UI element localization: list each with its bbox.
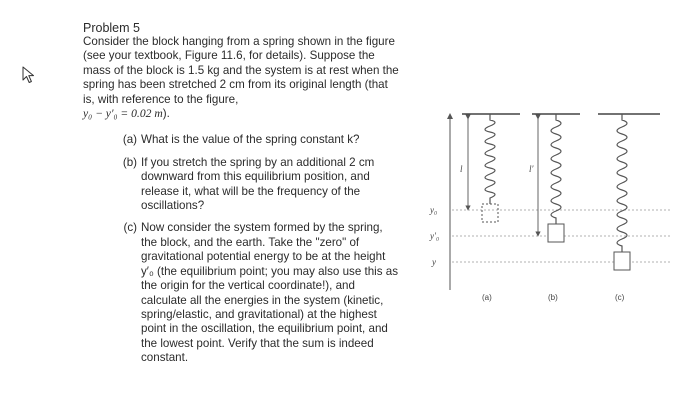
spring-block-figure <box>420 100 690 320</box>
mouse-cursor-icon <box>22 66 36 84</box>
question-label: (c) <box>123 221 137 235</box>
problem-title: Problem 5 <box>83 21 140 35</box>
label-y0-prime: y′₀ <box>430 231 440 241</box>
question-a <box>109 133 401 147</box>
caption-b: (b) <box>548 293 558 302</box>
problem-statement <box>83 22 401 374</box>
caption-a: (a) <box>482 293 492 302</box>
problem-intro-end: ). <box>162 107 170 121</box>
question-text: Now consider the system formed by the spring, the block, and the earth. Take the "zero" of gravitational potential energy to be at the height y′₀ (the equilibrium point; you may also use this as the origin for the vertical coordinate!), and calculate all the energies in the system (kinetic, spring/elastic, and gravitational) at the highest point in the oscillation, the equilibrium point, and the lowest point. Verify that the sum is indeed constant. <box>141 221 399 365</box>
spring-a <box>485 114 495 204</box>
label-y: y <box>432 257 436 267</box>
block-a <box>482 204 498 222</box>
problem-intro-text: Consider the block hanging from a spring shown in the figure (see your textbook, Figure 11.6, for details). Suppose the mass of the block is 1.5 kg and the system is at rest when the spring has been stretched 2 cm from its original length (that is, with reference to the figure, <box>83 35 399 106</box>
question-text: What is the value of the spring constant k? <box>141 133 360 147</box>
question-text: If you stretch the spring by an additional 2 cm downward from this equilibrium position, and release it, what will be the frequency of the oscillations? <box>141 155 375 213</box>
label-l: l <box>460 164 463 174</box>
question-list <box>83 133 401 365</box>
question-label: (b) <box>122 155 137 169</box>
block-b <box>548 224 564 242</box>
question-b <box>109 156 401 214</box>
spring-b <box>551 114 561 224</box>
question-label: (a) <box>122 133 137 147</box>
problem-intro <box>83 35 401 121</box>
spring-c <box>617 114 627 252</box>
label-y0: y₀ <box>430 205 438 215</box>
block-c <box>614 252 630 270</box>
question-c <box>109 221 401 365</box>
caption-c: (c) <box>615 293 625 302</box>
label-l-prime: l′ <box>529 164 534 174</box>
displacement-equation: y₀ − y′₀ = 0.02 m <box>83 107 163 121</box>
